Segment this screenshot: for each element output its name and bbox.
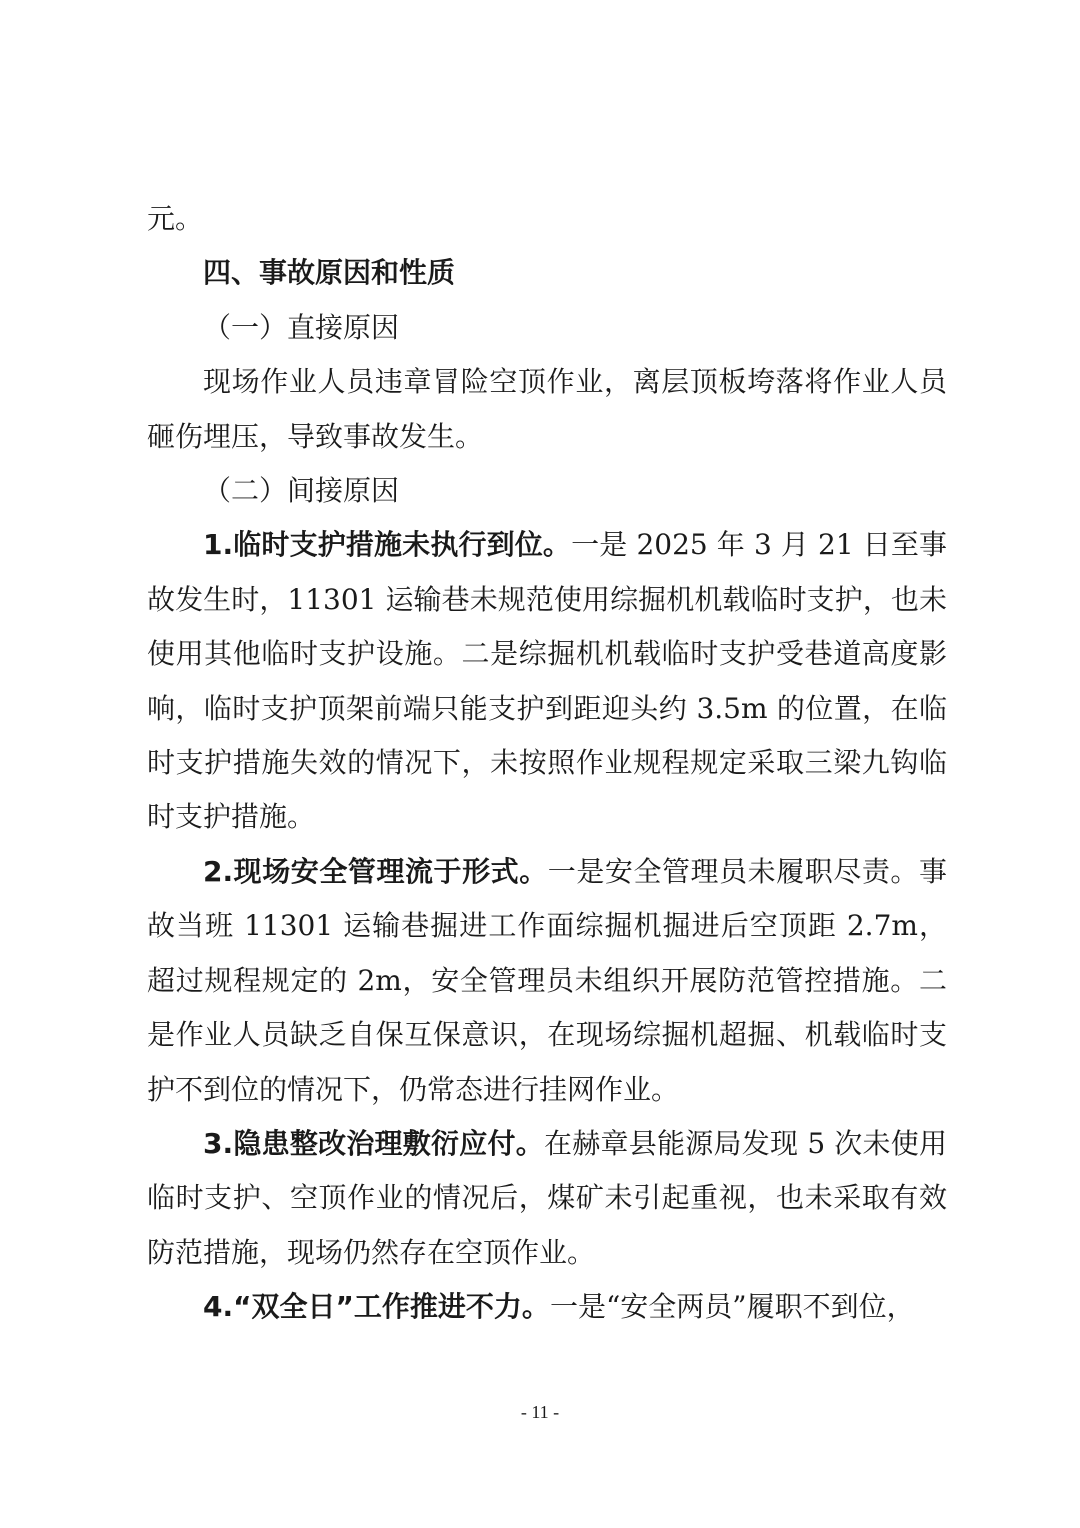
continuation-text: 元。 (147, 202, 204, 235)
item-text: 一是安全管理员未履职尽责。事故当班 11301 运输巷掘进工作面综掘机掘进后空顶距 2.7m，超过规程规定的 2m，安全管理员未组织开展防范管控措施。二是作业人员缺乏自保互保意识，在现场综掘机超掘、机载临时支护不到位的情况下，仍常态进行挂网作业。 (147, 854, 947, 1106)
page-number: - 11 - (520, 1402, 560, 1422)
indirect-cause-item-3 (147, 1117, 947, 1280)
indirect-cause-heading: （二）间接原因 (203, 474, 400, 508)
indirect-cause-item-4 (147, 1280, 947, 1334)
item-text: 一是“安全两员”履职不到位， (549, 1290, 915, 1324)
item-title: 1.临时支护措施未执行到位。 (203, 528, 572, 562)
direct-cause-paragraph: 现场作业人员违章冒险空顶作业，离层顶板垮落将作业人员砸伤埋压，导致事故发生。 (147, 365, 947, 453)
document-body (147, 192, 947, 1335)
direct-cause-heading: （一）直接原因 (203, 310, 400, 344)
item-text: 在赫章县能源局发现 5 次未使用临时支护、空顶作业的情况后，煤矿未引起重视，也未采取有效防范措施，现场仍然存在空顶作业。 (147, 1126, 947, 1269)
item-title: 2.现场安全管理流于形式。 (203, 854, 548, 888)
indirect-cause-item-2 (147, 845, 947, 1117)
item-text: 一是 2025 年 3 月 21 日至事故发生时，11301 运输巷未规范使用综掘机机载临时支护，也未使用其他临时支护设施。二是综掘机机载临时支护受巷道高度影响，临时支护顶架前端只能支护到距迎头约 3.5m 的位置，在临时支护措施失效的情况下，未按照作业规程规定采取三梁九钩临时支护措施。 (147, 528, 948, 834)
item-title: 4.“双全日”工作推进不力。 (203, 1290, 550, 1324)
indirect-cause-item-1 (147, 518, 947, 844)
section-heading: 四、事故原因和性质 (203, 256, 456, 290)
item-title: 3.隐患整改治理敷衍应付。 (203, 1126, 545, 1160)
